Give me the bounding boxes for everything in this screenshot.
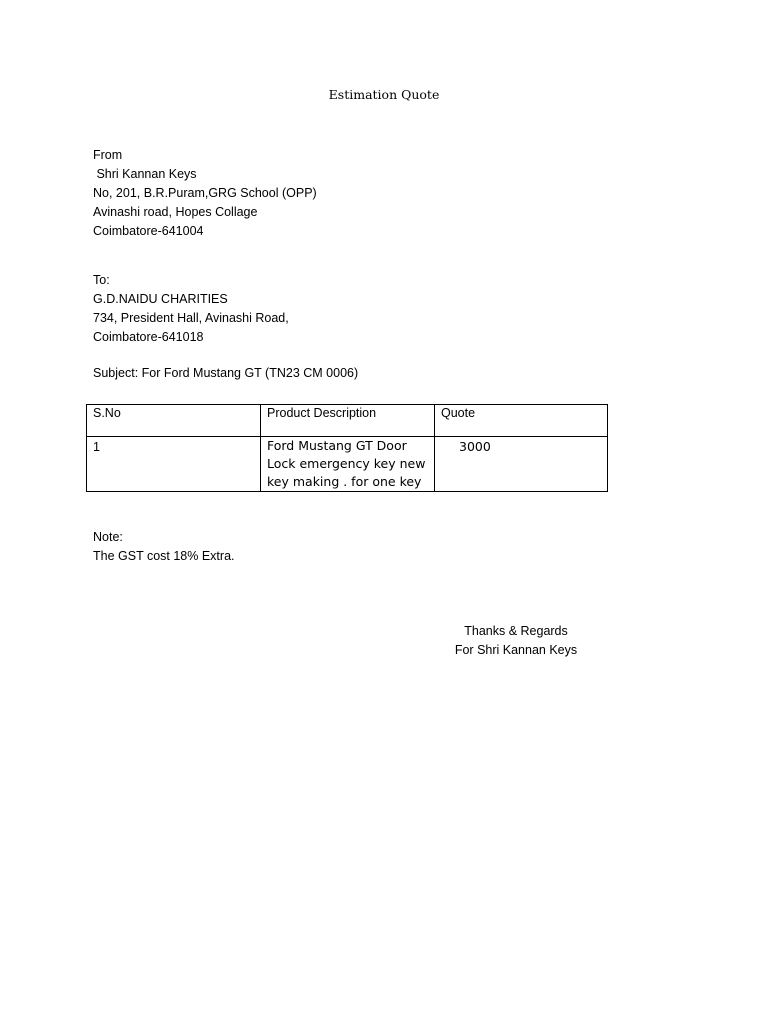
row-description-line: Ford Mustang GT Door (267, 438, 407, 453)
header-sno: S.No (93, 406, 121, 420)
note-block (93, 528, 235, 566)
cell-description (261, 437, 435, 492)
from-city: Coimbatore-641004 (93, 224, 204, 238)
from-address-line1: No, 201, B.R.Puram,GRG School (OPP) (93, 186, 317, 200)
from-label: From (93, 148, 123, 162)
document-title: Estimation Quote (328, 87, 440, 102)
cell-quote (435, 437, 608, 492)
closing-line1: Thanks & Regards (464, 624, 568, 638)
row-description-line: key making . for one key (267, 474, 422, 489)
header-description: Product Description (267, 406, 377, 420)
cell-sno (87, 437, 261, 492)
to-name: G.D.NAIDU CHARITIES (93, 292, 228, 306)
subject-line: Subject: For Ford Mustang GT (TN23 CM 0006) (93, 366, 359, 380)
closing-block (416, 622, 616, 660)
table-header-row (87, 405, 608, 437)
from-name: Shri Kannan Keys (93, 167, 197, 181)
from-address-line2: Avinashi road, Hopes Collage (93, 205, 258, 219)
row-sno: 1 (93, 440, 100, 454)
note-text: The GST cost 18% Extra. (93, 549, 235, 563)
to-label: To: (93, 273, 110, 287)
row-description-line: Lock emergency key new (267, 456, 426, 471)
to-address-line1: 734, President Hall, Avinashi Road, (93, 311, 289, 325)
table-row (87, 437, 608, 492)
to-address-block (93, 271, 289, 347)
quote-table (86, 404, 608, 492)
header-cell-description (261, 405, 435, 437)
to-city: Coimbatore-641018 (93, 330, 204, 344)
header-quote: Quote (441, 406, 476, 420)
note-label: Note: (93, 530, 123, 544)
row-quote: 3000 (459, 439, 491, 454)
from-address-block (93, 146, 317, 241)
closing-line2: For Shri Kannan Keys (454, 643, 578, 657)
header-cell-quote (435, 405, 608, 437)
header-cell-sno (87, 405, 261, 437)
